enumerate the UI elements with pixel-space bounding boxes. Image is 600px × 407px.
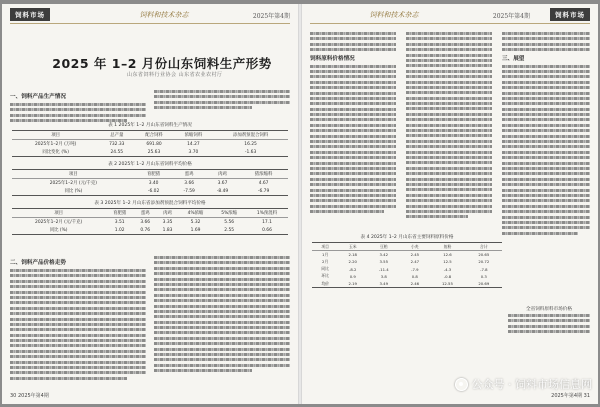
table1-block	[12, 120, 288, 235]
table-header: 总产量	[99, 131, 134, 140]
side-table	[508, 304, 590, 336]
table-header: 配合饲料	[134, 131, 173, 140]
table-row: 均价 2.19 3.49 2.46 12.55 20.69	[312, 280, 502, 288]
running-header	[310, 10, 590, 24]
wechat-logo-icon	[455, 378, 468, 391]
section-heading: 一、饲料产品生产情况	[10, 94, 66, 100]
section-heading: 饲料原料价格情况	[310, 55, 355, 62]
table-row: 1月 2.18 3.42 2.45 12.6 20.65	[322, 251, 490, 258]
page-footer: 2025年第4期 31	[551, 393, 590, 399]
section-heading: 三、展望	[502, 55, 525, 62]
page-footer: 30 2025年第4期	[10, 393, 49, 399]
raw-material-table-block	[312, 232, 502, 288]
running-header	[10, 10, 290, 24]
watermark	[455, 376, 593, 392]
right-page	[302, 4, 598, 404]
right-column-lower	[154, 256, 290, 375]
price-table: 项目 育肥猪 蛋鸡 肉鸡 猪浓缩料 2025年1–2月 (元/千克) 3.40 3.66 3.67 4.67 同比 (%) -6.02 -7.59 -8.49 -6.79	[12, 169, 288, 196]
raw-material-table: 项目 玉米 豆粕 小麦 鱼粉 合计 1月 2.18 3.42 2.45 12.6 20.65 2月 2.20 3.55 2.47 12.5 20.72 同比 -8.2 -11.4 -7.9 -4.3 -7.8 环比 0.9 3.8 0.8 -0.8 0.3 均价 2.19 3.49 2.46 12.55 20.69	[312, 242, 502, 288]
journal-name: 饲料和技术杂志	[369, 11, 419, 19]
section-tab: 饲料市场	[550, 8, 590, 21]
table-row: 同比 (%) 1.02 0.76 1.83 1.69 2.55 0.66	[12, 226, 288, 235]
table-row: 2025年1–2月 (万吨) 732.33 691.80 14.27 16.25	[34, 141, 257, 147]
table-caption: 表 4 2025年 1–2 月山东省主要饲料原料价格	[360, 235, 454, 240]
issue-label: 2025年第4期	[252, 13, 290, 20]
table-row: 同比变化 (%) 24.55 25.63 3.70 -1.63	[12, 148, 288, 157]
left-page	[2, 4, 298, 404]
article-title: 2025 年 1–2 月份山东饲料生产形势	[52, 56, 272, 71]
left-column-lower	[10, 256, 146, 382]
table-caption: 表 2 2025年 1–2 月山东省饲料平均价格	[108, 162, 192, 167]
table-row: 环比 0.9 3.8 0.8 -0.8 0.3	[321, 273, 487, 279]
table-header: 添加剂预混合饲料	[213, 131, 288, 140]
section-heading: 二、饲料产品价格走势	[10, 260, 66, 266]
right-column	[154, 90, 290, 112]
table-row: 2月 2.20 3.55 2.47 12.5 20.72	[322, 258, 490, 265]
production-table	[12, 130, 288, 157]
article-author: 山东省饲料行业协会 山东省农业农村厅	[127, 72, 223, 78]
section-tab: 饲料市场	[10, 8, 50, 21]
column-3	[502, 32, 590, 237]
table-header: 项目	[12, 131, 99, 140]
issue-label: 2025年第4期	[492, 13, 530, 20]
column-1	[310, 32, 396, 216]
table-row: 同比 -8.2 -11.4 -7.9 -4.3 -7.8	[321, 266, 488, 272]
table-row: 2025年1–2月 (元/千克) 3.40 3.66 3.67 4.67	[49, 180, 269, 186]
journal-name: 饲料和技术杂志	[139, 11, 189, 19]
table-row: 2025年1–2月 (元/千克) 3.51 3.66 3.35 5.32 5.56 17.1	[35, 219, 272, 225]
table-row: 同比 (%) -6.02 -7.59 -8.49 -6.79	[12, 187, 288, 196]
column-2	[406, 32, 492, 221]
table-header: 浓缩饲料	[174, 131, 213, 140]
watermark-text: 公众号 · 饲料市场信息网	[471, 378, 592, 391]
table-caption: 表 1 2025年 1–2 月山东省饲料生产情况	[108, 123, 192, 128]
side-table-title: 全省饲料原料市场价格	[526, 307, 572, 312]
premix-price-table: 项目 育肥猪 蛋鸡 肉鸡 4%浓缩 5%浓缩 1%预混料 2025年1–2月 (元/千克) 3.51 3.66 3.35 5.32 5.56 17.1 同比 (%) 1.02 0.76 1.83 1.69 2.55 0.66	[12, 208, 288, 235]
table-caption: 表 3 2025年 1–2 月山东省添加剂预混合饲料平均价格	[94, 201, 206, 206]
